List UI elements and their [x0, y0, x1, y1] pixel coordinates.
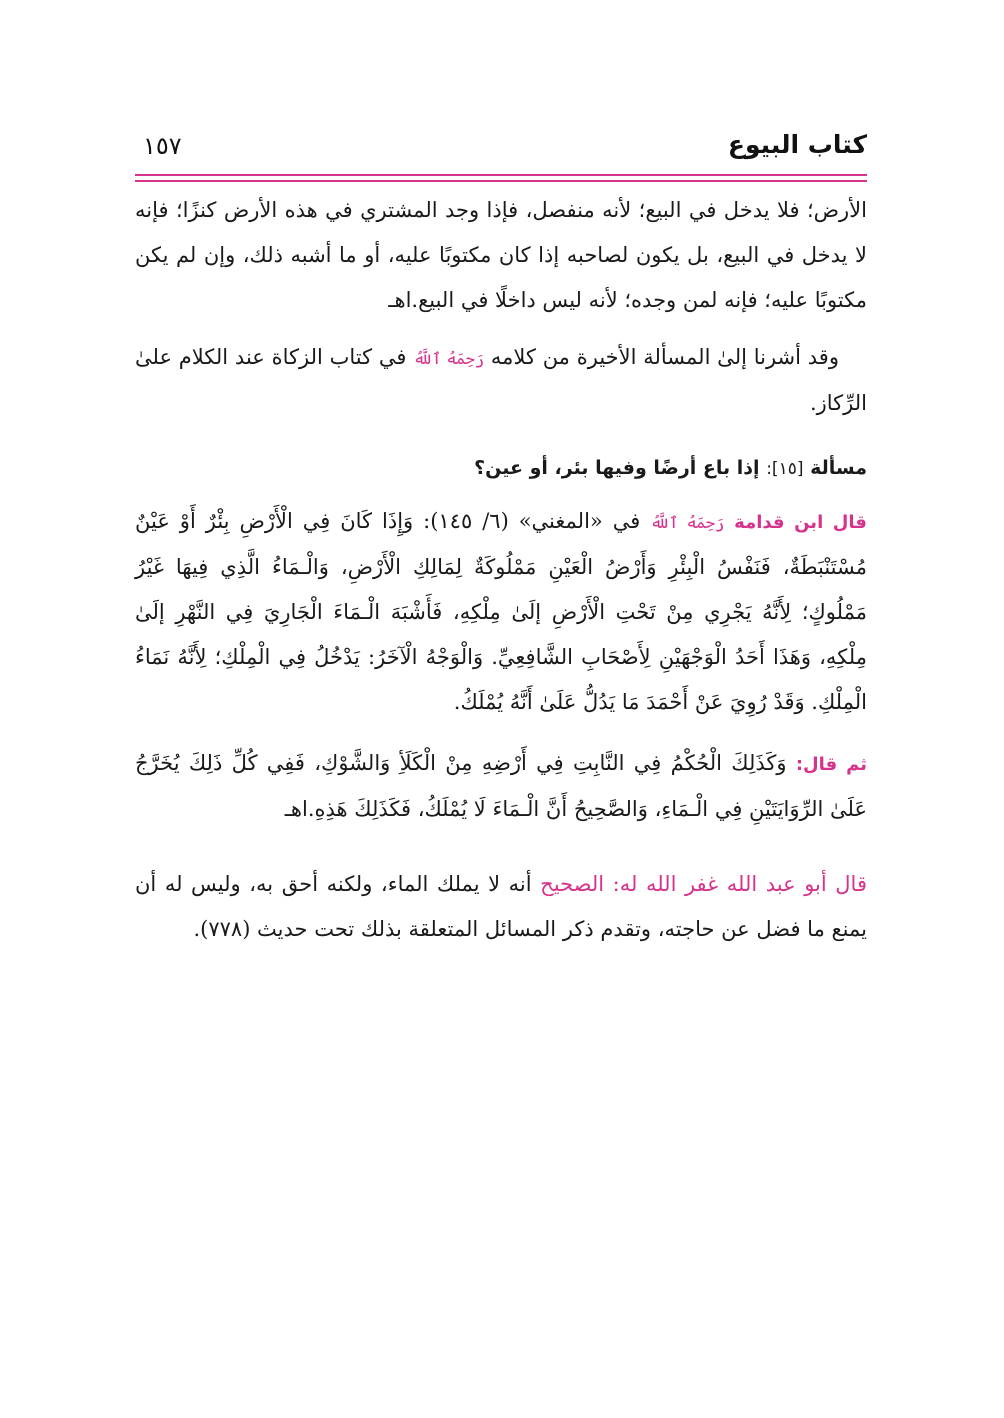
citation-source: في «المغني» (٦/ ١٤٥): — [423, 509, 641, 533]
running-header — [135, 120, 867, 170]
issue-title: إذا باع أرضًا وفيها بئر، أو عين؟ — [474, 457, 760, 479]
speaker-ibn-qudama: قال ابن قدامة — [734, 512, 867, 533]
issue-number: [١٥]: — [766, 459, 804, 479]
paragraph-3-quote — [135, 499, 867, 725]
paragraph-1: الأرض؛ فلا يدخل في البيع؛ لأنه منفصل، فإذا وجد المشتري في هذه الأرض كنزًا؛ فإنه لا يدخل في البيع، بل يكون لصاحبه إذا كان مكتوبًا عليه، أو ما أشبه ذلك، وإن لم يكن مكتوبًا عليه؛ فإنه لمن وجده؛ لأنه ليس داخلًا في البيع.اهـ — [135, 198, 867, 312]
author-text: أنه لا يملك الماء، ولكنه أحق به، وليس له أن يمنع ما فضل عن حاجته، وتقدم ذكر المسائل المتعلقة بذلك تحت حديث (٧٧٨). — [135, 872, 867, 941]
issue-label: مسألة — [810, 457, 867, 479]
issue-heading — [135, 448, 867, 489]
book-page — [135, 120, 867, 952]
speaker-then-said: ثم قال: — [795, 754, 867, 775]
header-rule-bottom — [135, 180, 867, 182]
honorific-mark: رَحِمَهُ ٱللَّهُ — [650, 513, 725, 532]
page-number: ١٥٧ — [143, 132, 182, 160]
quote-text: وَإِذَا كَانَ فِي الْأَرْضِ بِئْرٌ أَوْ عَيْنٌ مُسْتَنْبَطَةٌ، فَنَفْسُ الْبِئْرِ وَأَرْضُ الْعَيْنِ مَمْلُوكَةٌ لِمَالِكِ الْأَرْضِ، وَالْـمَاءُ الَّذِي فِيهَا غَيْرُ مَمْلُوكٍ؛ لِأَنَّهُ يَجْرِي مِنْ تَحْتِ الْأَرْضِ إلَىٰ مِلْكِهِ، فَأَشْبَهَ الْـمَاءَ الْجَارِيَ فِي النَّهْرِ إلَىٰ مِلْكِهِ، وَهَذَا أَحَدُ الْوَجْهَيْنِ لِأَصْحَابِ الشَّافِعِيِّ. وَالْوَجْهُ الْآخَرُ: يَدْخُلُ فِي الْمِلْكِ؛ لِأَنَّهُ نَمَاءُ الْمِلْكِ. وَقَدْ رُوِيَ عَنْ أَحْمَدَ مَا يَدُلُّ عَلَىٰ أَنَّهُ يُمْلَكُ. — [135, 509, 867, 714]
paragraph-2-text-end: في كتاب الزكاة عند الكلام علىٰ الرِّكاز. — [135, 345, 867, 415]
paragraph-4-quote — [135, 741, 867, 832]
chapter-title: كتاب البيوع — [727, 130, 867, 159]
verdict-label: الصحيح — [540, 872, 605, 896]
paragraph-2 — [135, 335, 867, 426]
paragraph-2-text: وقد أشرنا إلىٰ المسألة الأخيرة من كلامه — [490, 345, 839, 369]
author-speaker: قال أبو عبد الله غفر الله له: — [612, 872, 867, 896]
quote-text: وَكَذَلِكَ الْحُكْمُ فِي النَّابِتِ فِي أَرْضِهِ مِنْ الْكَلَأِ وَالشَّوْكِ، فَفِي كُلِّ ذَلِكَ يُخَرَّجُ عَلَىٰ الرِّوَايَتَيْنِ فِي الْـمَاءِ، وَالصَّحِيحُ أَنَّ الْـمَاءَ لَا يُمْلَكُ، فَكَذَلِكَ هَذِهِ.اهـ — [135, 751, 867, 821]
honorific-mark: رَحِمَهُ ٱللَّهُ — [413, 349, 485, 368]
paragraph-5-author — [135, 862, 867, 952]
